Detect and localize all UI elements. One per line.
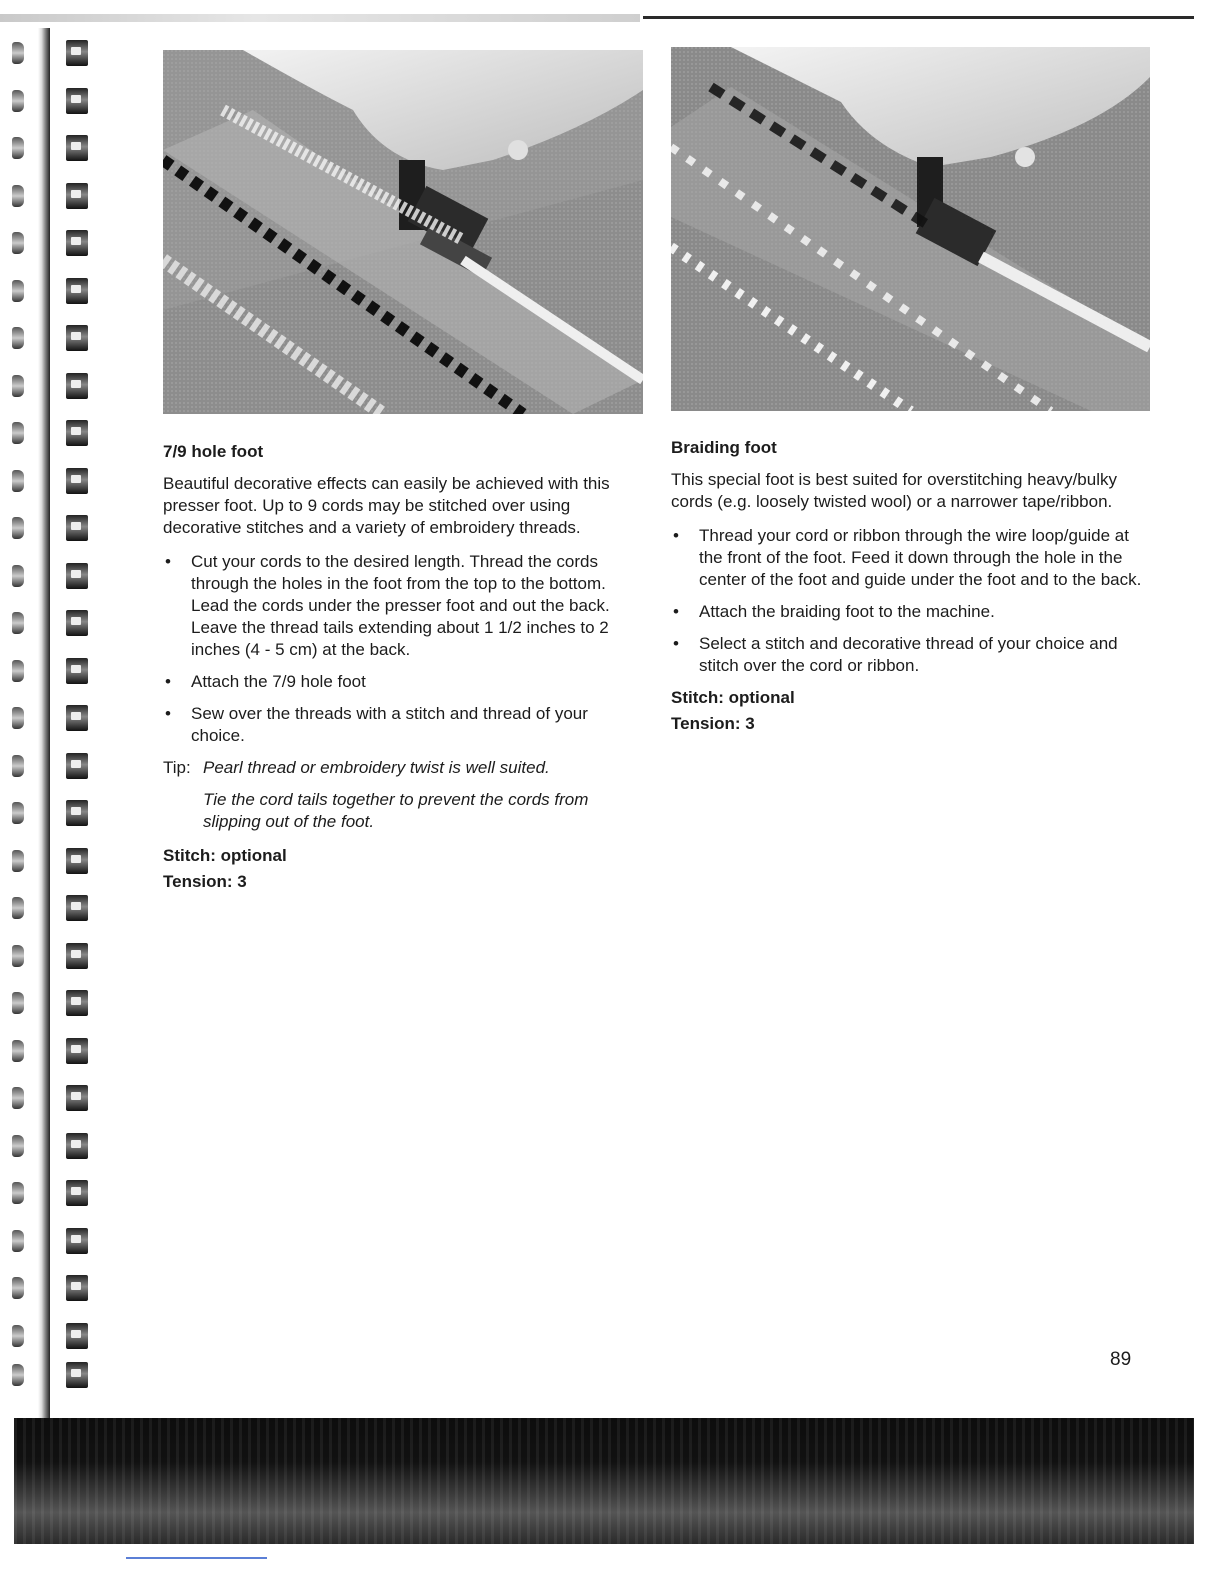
stitch-setting: Stitch: optional bbox=[671, 688, 795, 707]
binding-coil bbox=[8, 1180, 92, 1206]
bottom-edge-mark bbox=[126, 1557, 267, 1559]
hole-foot-section bbox=[163, 441, 639, 897]
binding-coil bbox=[8, 373, 92, 399]
binding-coil bbox=[8, 325, 92, 351]
binding-coil bbox=[8, 990, 92, 1016]
binding-coil bbox=[8, 420, 92, 446]
list-item: • Sew over the threads with a stitch and thread of your choice. bbox=[163, 703, 639, 747]
tip bbox=[163, 757, 639, 779]
hole-foot-steps bbox=[163, 551, 639, 747]
binding-coil bbox=[8, 1362, 92, 1388]
binding-coil bbox=[8, 658, 92, 684]
binding-coil bbox=[8, 1323, 92, 1349]
list-item: • Thread your cord or ribbon through the wire loop/guide at the front of the foot. Feed it down through the hole in the center of the foot and guide under the foot and to the back. bbox=[671, 525, 1147, 591]
binding-coil bbox=[8, 1275, 92, 1301]
hole-foot-photo bbox=[163, 50, 643, 414]
braiding-foot-steps bbox=[671, 525, 1147, 677]
binding-coil bbox=[8, 848, 92, 874]
list-item: • Attach the 7/9 hole foot bbox=[163, 671, 639, 693]
tip-label: Tip: bbox=[163, 758, 191, 777]
binding-coil bbox=[8, 1228, 92, 1254]
binding-coil bbox=[8, 515, 92, 541]
top-rule bbox=[643, 16, 1194, 19]
binding-coil bbox=[8, 468, 92, 494]
braiding-foot-intro: This special foot is best suited for overstitching heavy/bulky cords (e.g. loosely twisted wool) or a narrower tape/ribbon. bbox=[671, 470, 1117, 511]
braiding-foot-photo bbox=[671, 47, 1150, 411]
binding-coil bbox=[8, 1133, 92, 1159]
tip-text: Pearl thread or embroidery twist is well suited. bbox=[203, 758, 550, 777]
binding-coil bbox=[8, 230, 92, 256]
binding-coil bbox=[8, 895, 92, 921]
binding-coil bbox=[8, 88, 92, 114]
binding-coil bbox=[8, 800, 92, 826]
tip-extra: Tie the cord tails together to prevent the cords from slipping out of the foot. bbox=[203, 790, 589, 831]
top-edge-shading bbox=[0, 14, 640, 22]
binding-coil bbox=[8, 40, 92, 66]
binding-coil bbox=[8, 610, 92, 636]
tension-setting: Tension: 3 bbox=[671, 714, 755, 733]
binding-coil bbox=[8, 705, 92, 731]
binding-coil bbox=[8, 183, 92, 209]
binding-coil bbox=[8, 563, 92, 589]
list-item: • Cut your cords to the desired length. Thread the cords through the holes in the foot from the top to the bottom. Lead the cords under the presser foot and out the back. Leave the thread tails extending about 1 1/2 inches to 2 inches (4 - 5 cm) at the back. bbox=[163, 551, 639, 661]
stitch-setting: Stitch: optional bbox=[163, 846, 287, 865]
scan-speck bbox=[684, 1048, 690, 1058]
tension-setting: Tension: 3 bbox=[163, 872, 247, 891]
binding-coil bbox=[8, 278, 92, 304]
binding-coil bbox=[8, 1038, 92, 1064]
hole-foot-intro: Beautiful decorative effects can easily be achieved with this presser foot. Up to 9 cords may be stitched over using decorative stitches and a variety of embroidery threads. bbox=[163, 474, 610, 537]
list-item: • Select a stitch and decorative thread of your choice and stitch over the cord or ribbon. bbox=[671, 633, 1147, 677]
list-item: • Attach the braiding foot to the machine. bbox=[671, 601, 1147, 623]
bottom-edge-band bbox=[14, 1418, 1194, 1544]
binding-coil bbox=[8, 1085, 92, 1111]
hole-foot-title: 7/9 hole foot bbox=[163, 442, 264, 461]
page-number: 89 bbox=[1110, 1349, 1132, 1370]
braiding-foot-title: Braiding foot bbox=[671, 438, 777, 457]
binding-coil bbox=[8, 135, 92, 161]
braiding-foot-section bbox=[671, 437, 1147, 739]
binding-coil bbox=[8, 943, 92, 969]
binding-coil bbox=[8, 753, 92, 779]
spiral-binding bbox=[0, 28, 100, 1418]
